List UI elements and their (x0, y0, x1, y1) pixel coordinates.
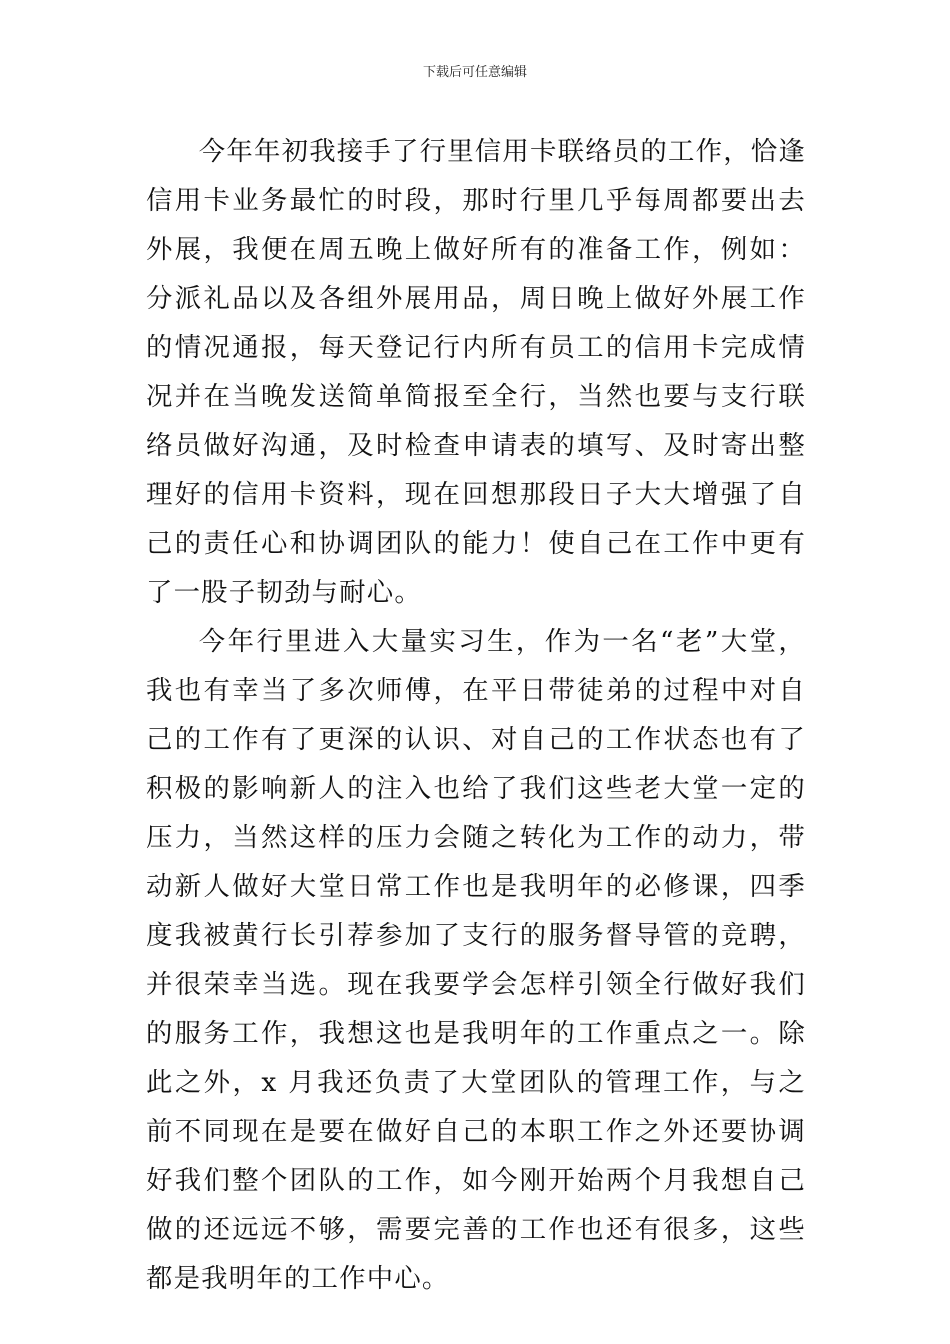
page-header: 下载后可任意编辑 (422, 65, 527, 80)
document-body (146, 127, 806, 1303)
paragraph-2: 今年行里进入大量实习生，作为一名“老”大堂，我也有幸当了多次师傅，在平日带徒弟的过程中对自己的工作有了更深的认识、对自己的工作状态也有了积极的影响新人的注入也给了我们这些老大堂一定的压力，当然这样的压力会随之转化为工作的动力，带动新人做好大堂日常工作也是我明年的必修课，四季度我被黄行长引荐参加了支行的服务督导管的竞聘，并很荣幸当选。现在我要学会怎样引领全行做好我们的服务工作，我想这也是我明年的工作重点之一。除此之外，x 月我还负责了大堂团队的管理工作，与之前不同现在是要在做好自己的本职工作之外还要协调好我们整个团队的工作，如今刚开始两个月我想自己做的还远远不够，需要完善的工作也还有很多，这些都是我明年的工作中心。 (146, 626, 806, 1294)
paragraph-1: 今年年初我接手了行里信用卡联络员的工作，恰逢信用卡业务最忙的时段，那时行里几乎每周都要出去外展，我便在周五晚上做好所有的准备工作，例如：分派礼品以及各组外展用品，周日晚上做好外展工作的情况通报，每天登记行内所有员工的信用卡完成情况并在当晚发送简单简报至全行，当然也要与支行联络员做好沟通，及时检查申请表的填写、及时寄出整理好的信用卡资料，现在回想那段日子大大增强了自己的责任心和协调团队的能力！使自己在工作中更有了一股子韧劲与耐心。 (146, 136, 806, 608)
